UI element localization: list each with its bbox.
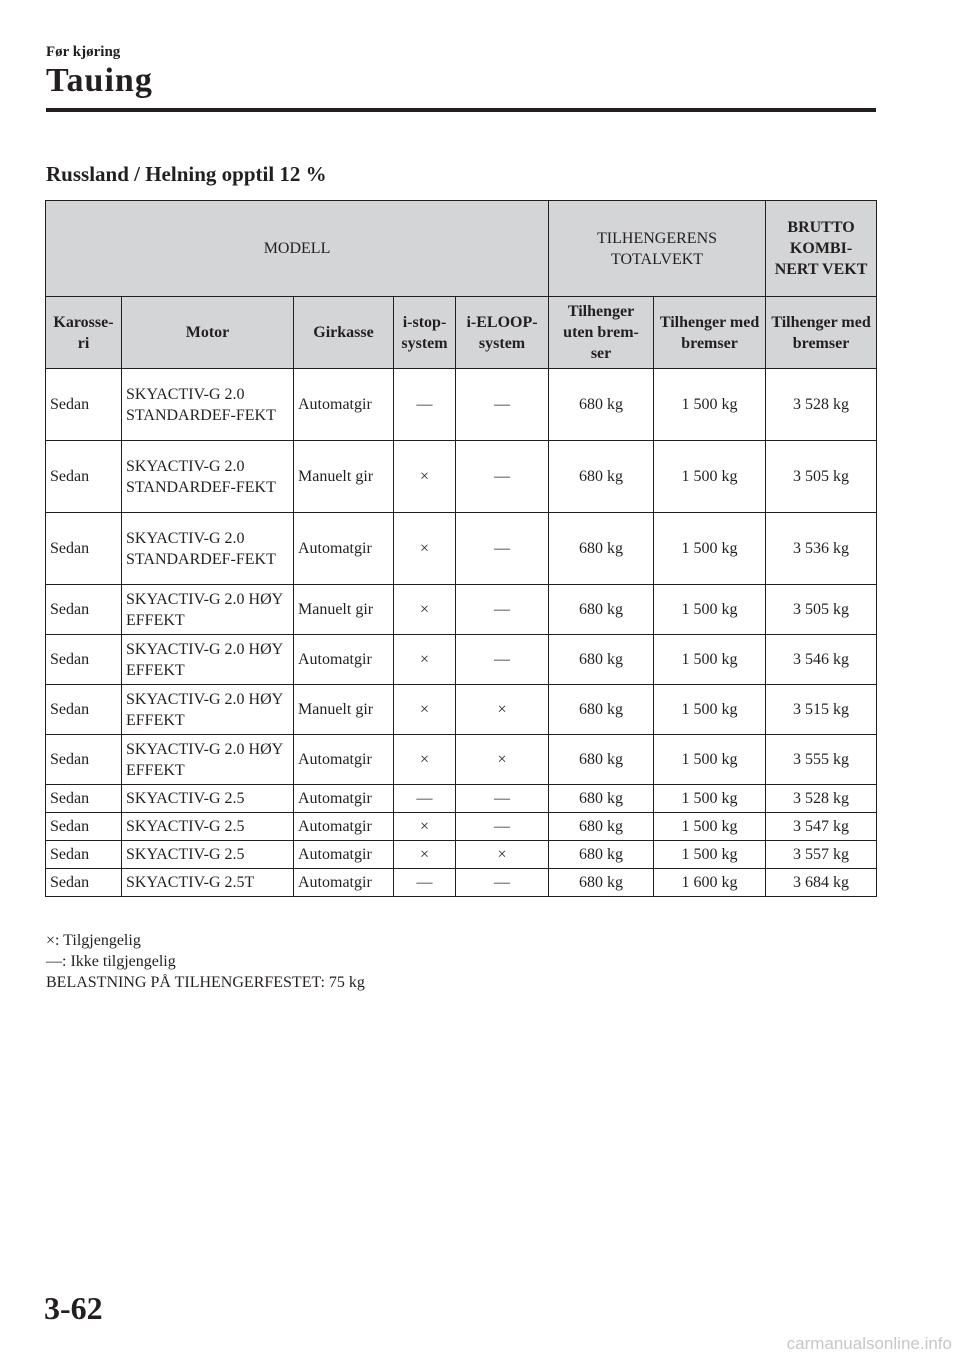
cell-body: Sedan: [46, 369, 122, 441]
gross-combined-weight-header: BRUTTO KOMBI-NERT VEKT: [766, 201, 877, 297]
cell-ieloop: —: [456, 585, 549, 635]
cell-transmission: Automatgir: [294, 735, 394, 785]
cell-gross: 3 528 kg: [766, 369, 877, 441]
cell-gross: 3 555 kg: [766, 735, 877, 785]
cell-gross: 3 515 kg: [766, 685, 877, 735]
table-row: [46, 869, 877, 897]
column-header-braked: Tilhenger med bremser: [654, 297, 766, 369]
table-group-header-row: [46, 201, 877, 297]
cell-gross: 3 505 kg: [766, 585, 877, 635]
cell-gross: 3 528 kg: [766, 785, 877, 813]
cell-body: Sedan: [46, 813, 122, 841]
cell-engine: SKYACTIV-G 2.0 HØY EFFEKT: [122, 735, 294, 785]
towing-weight-table: [45, 200, 877, 897]
cell-istop: ×: [394, 513, 456, 585]
cell-ieloop: ×: [456, 841, 549, 869]
table-row: [46, 441, 877, 513]
cell-unbraked: 680 kg: [549, 685, 654, 735]
watermark: carmanualsonline.info: [786, 1334, 952, 1353]
cell-body: Sedan: [46, 635, 122, 685]
table-column-header-row: [46, 297, 877, 369]
cell-braked: 1 500 kg: [654, 441, 766, 513]
cell-unbraked: 680 kg: [549, 513, 654, 585]
cell-transmission: Manuelt gir: [294, 441, 394, 513]
column-header-gross: Tilhenger med bremser: [766, 297, 877, 369]
cell-istop: ×: [394, 735, 456, 785]
cell-braked: 1 500 kg: [654, 685, 766, 735]
table-row: [46, 685, 877, 735]
cell-ieloop: —: [456, 785, 549, 813]
cell-istop: —: [394, 869, 456, 897]
cell-engine: SKYACTIV-G 2.5: [122, 813, 294, 841]
cell-transmission: Automatgir: [294, 813, 394, 841]
cell-engine: SKYACTIV-G 2.0 HØY EFFEKT: [122, 585, 294, 635]
cell-body: Sedan: [46, 513, 122, 585]
cell-braked: 1 500 kg: [654, 585, 766, 635]
cell-gross: 3 547 kg: [766, 813, 877, 841]
cell-istop: ×: [394, 685, 456, 735]
cell-braked: 1 500 kg: [654, 513, 766, 585]
cell-transmission: Manuelt gir: [294, 585, 394, 635]
cell-engine: SKYACTIV-G 2.5T: [122, 869, 294, 897]
cell-body: Sedan: [46, 685, 122, 735]
title-rule: [46, 108, 876, 112]
cell-transmission: Automatgir: [294, 635, 394, 685]
column-header-transmission: Girkasse: [294, 297, 394, 369]
cell-istop: —: [394, 369, 456, 441]
table-notes: [46, 930, 365, 993]
cell-body: Sedan: [46, 585, 122, 635]
chapter-title: Tauing: [46, 62, 153, 99]
cell-unbraked: 680 kg: [549, 441, 654, 513]
cell-body: Sedan: [46, 735, 122, 785]
cell-ieloop: ×: [456, 735, 549, 785]
cell-engine: SKYACTIV-G 2.0 STANDARDEF-FEKT: [122, 513, 294, 585]
cell-gross: 3 557 kg: [766, 841, 877, 869]
cell-body: Sedan: [46, 441, 122, 513]
cell-istop: ×: [394, 813, 456, 841]
cell-transmission: Automatgir: [294, 513, 394, 585]
column-header-unbraked: Tilhenger uten brem-ser: [549, 297, 654, 369]
trailer-total-weight-header: TILHENGERENS TOTALVEKT: [549, 201, 766, 297]
cell-unbraked: 680 kg: [549, 785, 654, 813]
cell-unbraked: 680 kg: [549, 841, 654, 869]
cell-transmission: Automatgir: [294, 369, 394, 441]
cell-engine: SKYACTIV-G 2.0 STANDARDEF-FEKT: [122, 441, 294, 513]
cell-ieloop: —: [456, 635, 549, 685]
table-row: [46, 635, 877, 685]
cell-istop: ×: [394, 585, 456, 635]
model-group-header: MODELL: [46, 201, 549, 297]
cell-ieloop: —: [456, 369, 549, 441]
cell-unbraked: 680 kg: [549, 585, 654, 635]
column-header-body: Karosse-ri: [46, 297, 122, 369]
cell-braked: 1 500 kg: [654, 635, 766, 685]
cell-body: Sedan: [46, 785, 122, 813]
cell-braked: 1 500 kg: [654, 813, 766, 841]
cell-gross: 3 505 kg: [766, 441, 877, 513]
cell-istop: ×: [394, 841, 456, 869]
table-row: [46, 735, 877, 785]
cell-transmission: Manuelt gir: [294, 685, 394, 735]
table-row: [46, 785, 877, 813]
cell-body: Sedan: [46, 869, 122, 897]
cell-transmission: Automatgir: [294, 785, 394, 813]
column-header-istop: i-stop-system: [394, 297, 456, 369]
page-number: 3-62: [44, 1290, 103, 1326]
column-header-ieloop: i-ELOOP-system: [456, 297, 549, 369]
cell-gross: 3 536 kg: [766, 513, 877, 585]
cell-braked: 1 500 kg: [654, 735, 766, 785]
table-row: [46, 585, 877, 635]
cell-istop: —: [394, 785, 456, 813]
note-not-available: —: Ikke tilgjengelig: [46, 953, 176, 970]
cell-ieloop: —: [456, 813, 549, 841]
note-available: ×: Tilgjengelig: [46, 932, 141, 949]
cell-istop: ×: [394, 441, 456, 513]
cell-ieloop: —: [456, 441, 549, 513]
cell-unbraked: 680 kg: [549, 635, 654, 685]
table-row: [46, 813, 877, 841]
cell-gross: 3 684 kg: [766, 869, 877, 897]
cell-braked: 1 500 kg: [654, 369, 766, 441]
cell-engine: SKYACTIV-G 2.5: [122, 785, 294, 813]
cell-istop: ×: [394, 635, 456, 685]
cell-engine: SKYACTIV-G 2.0 HØY EFFEKT: [122, 685, 294, 735]
cell-braked: 1 600 kg: [654, 869, 766, 897]
note-hitch-load: BELASTNING PÅ TILHENGERFESTET: 75 kg: [46, 974, 365, 991]
cell-engine: SKYACTIV-G 2.5: [122, 841, 294, 869]
table-subheading: Russland / Helning opptil 12 %: [46, 162, 327, 186]
cell-engine: SKYACTIV-G 2.0 HØY EFFEKT: [122, 635, 294, 685]
cell-unbraked: 680 kg: [549, 869, 654, 897]
cell-braked: 1 500 kg: [654, 841, 766, 869]
cell-unbraked: 680 kg: [549, 369, 654, 441]
cell-gross: 3 546 kg: [766, 635, 877, 685]
section-label: Før kjøring: [46, 44, 121, 60]
cell-body: Sedan: [46, 841, 122, 869]
cell-transmission: Automatgir: [294, 841, 394, 869]
cell-braked: 1 500 kg: [654, 785, 766, 813]
cell-transmission: Automatgir: [294, 869, 394, 897]
table-row: [46, 369, 877, 441]
cell-ieloop: ×: [456, 685, 549, 735]
cell-engine: SKYACTIV-G 2.0 STANDARDEF-FEKT: [122, 369, 294, 441]
column-header-engine: Motor: [122, 297, 294, 369]
cell-ieloop: —: [456, 513, 549, 585]
table-row: [46, 841, 877, 869]
cell-unbraked: 680 kg: [549, 813, 654, 841]
cell-ieloop: —: [456, 869, 549, 897]
table-row: [46, 513, 877, 585]
cell-unbraked: 680 kg: [549, 735, 654, 785]
